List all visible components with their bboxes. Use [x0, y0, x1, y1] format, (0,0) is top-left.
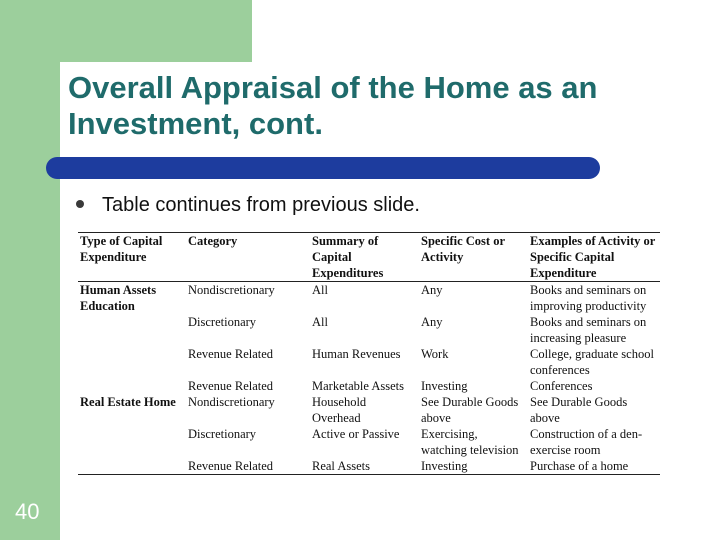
left-accent-strip [0, 0, 60, 540]
header-specific-cost: Specific Cost or Activity [421, 234, 505, 264]
capital-expenditure-table [78, 232, 660, 475]
cell-specific-cost: Any [421, 315, 443, 329]
cell-category: Revenue Related [188, 459, 274, 473]
cell-specific-cost: See Durable Goods above [421, 395, 519, 425]
header-category: Category [188, 234, 238, 248]
cell-summary: Household Overhead [312, 395, 367, 425]
cell-specific-cost: Work [421, 347, 449, 361]
table-row [78, 314, 660, 346]
cell-summary: Human Revenues [312, 347, 401, 361]
cell-examples: Conferences [530, 379, 593, 393]
table-row [78, 394, 660, 426]
cell-examples: See Durable Goods above [530, 395, 628, 425]
cell-summary: Marketable Assets [312, 379, 404, 393]
cell-category: Nondiscretionary [188, 283, 275, 297]
cell-examples: College, graduate school conferences [530, 347, 654, 377]
table-header-row [78, 233, 660, 282]
cell-type [78, 314, 186, 346]
cell-summary: Active or Passive [312, 427, 400, 441]
cell-examples: Purchase of a home [530, 459, 629, 473]
table-row [78, 458, 660, 475]
cell-type [78, 426, 186, 458]
cell-specific-cost: Investing [421, 459, 468, 473]
cell-category: Discretionary [188, 315, 257, 329]
cell-specific-cost: Investing [421, 379, 468, 393]
page-number: 40 [15, 499, 40, 524]
table-row [78, 282, 660, 315]
bullet-dot-icon [76, 200, 84, 208]
slide-title: Overall Appraisal of the Home as an Investment, cont. [68, 70, 598, 141]
cell-specific-cost: Exercising, watching television [421, 427, 519, 457]
header-type: Type of Capital Expenditure [80, 234, 163, 264]
cell-summary: All [312, 283, 328, 297]
title-underline-bar [46, 157, 600, 179]
table-row [78, 346, 660, 378]
cell-type [78, 378, 186, 394]
cell-type [78, 458, 186, 475]
cell-summary: All [312, 315, 328, 329]
cell-specific-cost: Any [421, 283, 443, 297]
cell-type [78, 346, 186, 378]
table-row [78, 426, 660, 458]
cell-examples: Construction of a den-exercise room [530, 427, 643, 457]
top-accent-block [60, 0, 252, 62]
cell-examples: Books and seminars on improving productivity [530, 283, 647, 313]
cell-category: Nondiscretionary [188, 395, 275, 409]
cell-examples: Books and seminars on increasing pleasure [530, 315, 647, 345]
cell-category: Discretionary [188, 427, 257, 441]
cell-type: Real Estate Home [80, 395, 176, 409]
cell-type: Human Assets Education [80, 283, 157, 313]
header-summary: Summary of Capital Expenditures [312, 234, 384, 280]
bullet-text: Table continues from previous slide. [102, 194, 420, 216]
cell-category: Revenue Related [188, 379, 274, 393]
header-examples: Examples of Activity or Specific Capital Expenditure [530, 234, 656, 280]
table-row [78, 378, 660, 394]
cell-category: Revenue Related [188, 347, 274, 361]
cell-summary: Real Assets [312, 459, 370, 473]
